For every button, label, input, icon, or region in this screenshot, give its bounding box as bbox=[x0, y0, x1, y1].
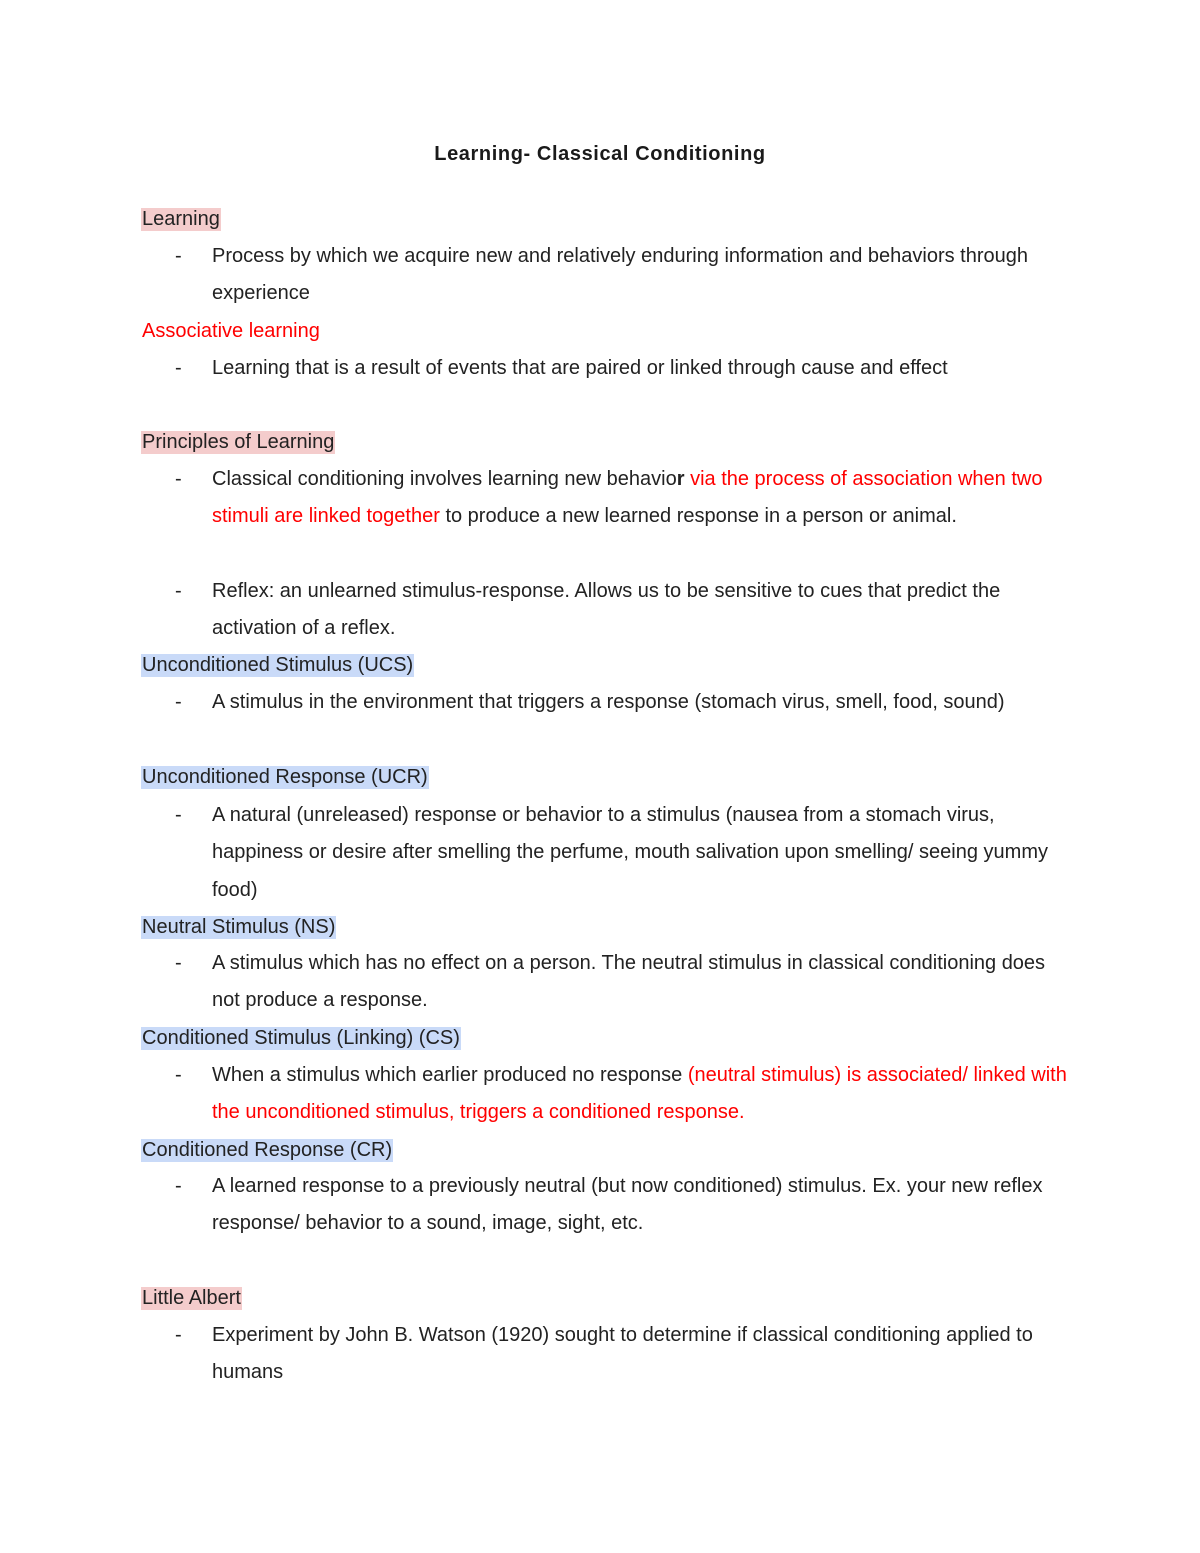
list-item-text: Learning that is a result of events that are paired or linked through cause and effect bbox=[212, 357, 948, 379]
bullet-dash: - bbox=[175, 804, 182, 826]
bullet-dash: - bbox=[175, 1175, 182, 1197]
heading-ucs-text: Unconditioned Stimulus (UCS) bbox=[142, 654, 414, 676]
list-item-text: A natural (unreleased) response or behavior to a stimulus (nausea from a stomach virus, happiness or desire after smelling the perfume, mouth salivation upon smelling/ seeing yummy food) bbox=[212, 804, 1048, 901]
list-item-text: Process by which we acquire new and relatively enduring information and behaviors through experience bbox=[212, 245, 1029, 305]
list-item-text: Reflex: an unlearned stimulus-response. Allows us to be sensitive to cues that predict the activation of a reflex. bbox=[212, 580, 1001, 640]
heading-cr-text: Conditioned Response (CR) bbox=[142, 1139, 393, 1161]
heading-cs bbox=[141, 1025, 461, 1051]
heading-principles-of-learning bbox=[141, 429, 335, 455]
heading-cr bbox=[141, 1137, 393, 1163]
document-title: Learning- Classical Conditioning bbox=[434, 143, 766, 165]
bullet-dash: - bbox=[175, 580, 182, 602]
list-item-text: A stimulus in the environment that triggers a response (stomach virus, smell, food, sound) bbox=[212, 691, 1005, 713]
heading-ns bbox=[141, 914, 336, 940]
heading-little-albert-text: Little Albert bbox=[142, 1287, 241, 1309]
bullet-dash: - bbox=[175, 468, 182, 490]
list-item-text bbox=[212, 461, 1072, 536]
heading-ucr-text: Unconditioned Response (UCR) bbox=[142, 766, 428, 788]
text-run: When a stimulus which earlier produced no response bbox=[212, 1064, 688, 1086]
list-item-text: Experiment by John B. Watson (1920) sought to determine if classical conditioning applied to humans bbox=[212, 1324, 1033, 1384]
bullet-dash: - bbox=[175, 1064, 182, 1086]
heading-ns-text: Neutral Stimulus (NS) bbox=[142, 916, 336, 938]
bullet-dash: - bbox=[175, 357, 182, 379]
list-item-text: A stimulus which has no effect on a person. The neutral stimulus in classical conditioning does not produce a response. bbox=[212, 952, 1046, 1012]
heading-associative-learning bbox=[141, 318, 321, 344]
bullet-dash: - bbox=[175, 245, 182, 267]
heading-ucr bbox=[141, 764, 429, 790]
bullet-dash: - bbox=[175, 952, 182, 974]
bullet-dash: - bbox=[175, 691, 182, 713]
text-run-red: (neutral stimulus) is associated/ linked with the unconditioned stimulus, triggers a conditioned response. bbox=[212, 1064, 1067, 1124]
heading-learning bbox=[141, 206, 221, 232]
text-run-bold: r bbox=[676, 468, 685, 490]
heading-cs-text: Conditioned Stimulus (Linking) (CS) bbox=[142, 1027, 460, 1049]
list-item-text bbox=[212, 1057, 1072, 1132]
text-run: to produce a new learned response in a person or animal. bbox=[439, 505, 957, 528]
text-run-red: via the process of association when two stimuli are linked together bbox=[212, 468, 1043, 528]
heading-little-albert bbox=[141, 1285, 242, 1311]
heading-ucs bbox=[141, 652, 414, 678]
text-run: Classical conditioning involves learning new behavio bbox=[212, 468, 677, 490]
heading-associative-learning-text: Associative learning bbox=[142, 320, 320, 342]
heading-principles-text: Principles of Learning bbox=[142, 431, 335, 453]
list-item-text: A learned response to a previously neutral (but now conditioned) stimulus. Ex. your new reflex response/ behavior to a sound, image, sight, etc. bbox=[212, 1175, 1043, 1235]
heading-learning-text: Learning bbox=[142, 208, 220, 230]
bullet-dash: - bbox=[175, 1324, 182, 1346]
